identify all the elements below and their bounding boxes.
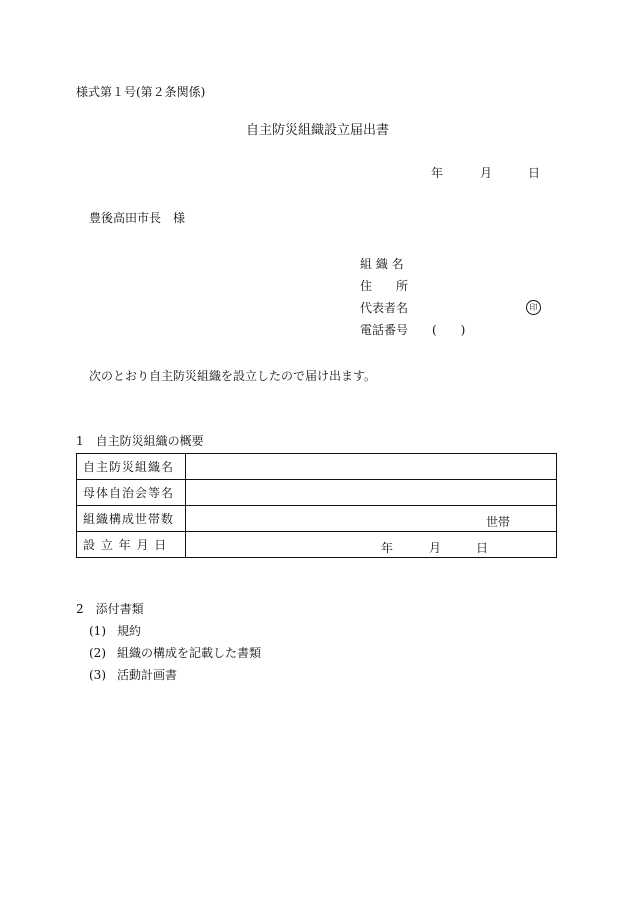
parent-association-value[interactable] [186, 480, 557, 506]
item-text: 活動計画書 [117, 668, 178, 682]
date-year: 年 [431, 166, 444, 180]
phone-label: 電話番号 [360, 323, 409, 337]
seal-icon: 印 [526, 300, 541, 315]
table-row [77, 454, 557, 480]
establishment-year: 年 [381, 541, 394, 555]
section2-heading: 2 添付書類 [76, 602, 144, 616]
row-label-household-count: 組織構成世帯数 [77, 506, 186, 532]
establishment-month: 月 [429, 541, 442, 555]
item-text: 組織の構成を記載した書類 [117, 646, 262, 660]
item-number: (3) [89, 668, 106, 682]
item-number: (2) [89, 646, 106, 660]
row-label-establishment-date: 設 立 年 月 日 [77, 532, 186, 558]
date-day: 日 [528, 166, 541, 180]
org-name-value[interactable] [186, 454, 557, 480]
table-row [77, 506, 557, 532]
household-unit: 世帯 [486, 515, 511, 529]
row-label-parent-association: 母体自治会等名 [77, 480, 186, 506]
overview-table [76, 453, 557, 558]
document-title: 自主防災組織設立届出書 [246, 123, 390, 138]
row-label-org-name: 自主防災組織名 [77, 454, 186, 480]
item-number: (1) [89, 624, 106, 638]
address-label: 住 所 [360, 279, 409, 293]
table-row [77, 532, 557, 558]
phone-parentheses: ( ) [432, 323, 466, 337]
org-name-label: 組 織 名 [360, 257, 404, 271]
household-count-value[interactable] [186, 506, 557, 532]
statement: 次のとおり自主防災組織を設立したので届け出ます。 [89, 369, 377, 383]
addressee: 豊後高田市長 様 [89, 211, 186, 225]
establishment-date-value[interactable] [186, 532, 557, 558]
table-row [77, 480, 557, 506]
form-number: 様式第１号(第２条関係) [76, 85, 206, 99]
section1-heading: 1 自主防災組織の概要 [76, 434, 204, 448]
item-text: 規約 [117, 624, 142, 638]
date-month: 月 [480, 166, 493, 180]
establishment-day: 日 [476, 541, 489, 555]
representative-label: 代表者名 [360, 301, 409, 315]
